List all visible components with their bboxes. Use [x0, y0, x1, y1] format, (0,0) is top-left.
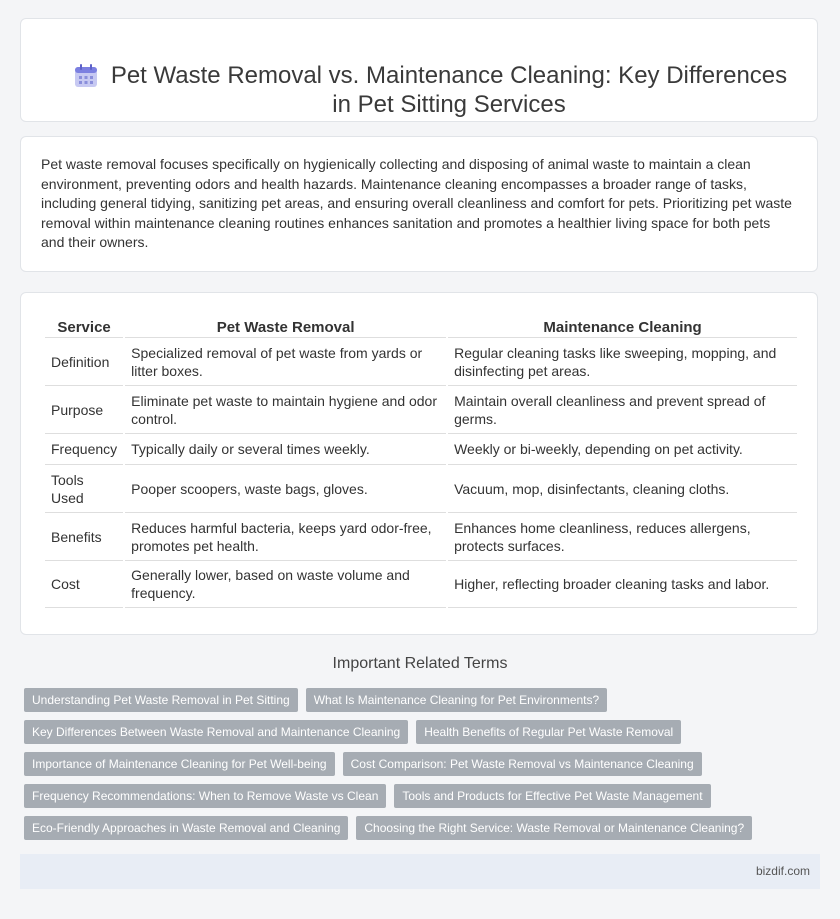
cell-maintenance: Enhances home cleanliness, reduces allergens, protects surfaces. — [448, 512, 797, 560]
intro-paragraph: Pet waste removal focuses specifically on hygienically collecting and disposing of animal waste to maintain a clean environment, preventing odors and health hazards. Maintenance cleaning encompasses a broader range of tasks, including general tidying, sanitizing pet areas, and ensuring overall cleanliness and comfort for pets. Prioritizing pet waste removal within maintenance cleaning routines enhances sanitation and promotes a healthier living space for both pets and their owners. — [41, 156, 792, 250]
row-label: Frequency — [45, 433, 123, 464]
cell-waste: Reduces harmful bacteria, keeps yard odor-free, promotes pet health. — [125, 512, 446, 560]
related-term-link[interactable]: Cost Comparison: Pet Waste Removal vs Maintenance Cleaning — [343, 752, 702, 776]
table-row — [45, 337, 797, 385]
related-term-link[interactable]: Key Differences Between Waste Removal and Maintenance Cleaning — [24, 720, 408, 744]
row-label: Cost — [45, 560, 123, 608]
header-pet-waste-removal: Pet Waste Removal — [216, 318, 355, 336]
cell-waste: Pooper scoopers, waste bags, gloves. — [125, 464, 446, 512]
row-label: Benefits — [45, 512, 123, 560]
calendar-icon — [73, 63, 99, 89]
cell-maintenance: Higher, reflecting broader cleaning tasks and labor. — [448, 560, 797, 608]
related-term-link[interactable]: Choosing the Right Service: Waste Removal or Maintenance Cleaning? — [356, 816, 752, 840]
related-term-link[interactable]: Eco-Friendly Approaches in Waste Removal and Cleaning — [24, 816, 348, 840]
header-service: Service — [57, 318, 111, 336]
comparison-card — [20, 292, 818, 635]
table-row — [45, 512, 797, 560]
table-row — [45, 385, 797, 433]
cell-maintenance: Vacuum, mop, disinfectants, cleaning cloths. — [448, 464, 797, 512]
table-row — [45, 464, 797, 512]
footer — [20, 854, 820, 889]
related-term-link[interactable]: What Is Maintenance Cleaning for Pet Environments? — [306, 688, 607, 712]
table-header-row — [45, 317, 797, 337]
row-label: Purpose — [45, 385, 123, 433]
related-term-link[interactable]: Importance of Maintenance Cleaning for Pet Well-being — [24, 752, 335, 776]
cell-maintenance: Maintain overall cleanliness and prevent spread of germs. — [448, 385, 797, 433]
related-term-link[interactable]: Health Benefits of Regular Pet Waste Removal — [416, 720, 681, 744]
cell-waste: Typically daily or several times weekly. — [125, 433, 446, 464]
cell-waste: Eliminate pet waste to maintain hygiene and odor control. — [125, 385, 446, 433]
page-title: Pet Waste Removal vs. Maintenance Cleaning: Key Differences in Pet Sitting Services — [110, 62, 788, 118]
cell-waste: Specialized removal of pet waste from yards or litter boxes. — [125, 337, 446, 385]
table-row — [45, 560, 797, 608]
related-term-link[interactable]: Tools and Products for Effective Pet Waste Management — [394, 784, 710, 808]
cell-maintenance: Weekly or bi-weekly, depending on pet activity. — [448, 433, 797, 464]
related-terms-list — [24, 688, 824, 848]
header-maintenance-cleaning: Maintenance Cleaning — [543, 318, 702, 336]
cell-waste: Generally lower, based on waste volume and frequency. — [125, 560, 446, 608]
related-terms-heading: Important Related Terms — [332, 655, 508, 672]
intro-card — [20, 136, 818, 272]
row-label: Tools Used — [45, 464, 123, 512]
title-card — [20, 18, 818, 122]
cell-maintenance: Regular cleaning tasks like sweeping, mopping, and disinfecting pet areas. — [448, 337, 797, 385]
related-term-link[interactable]: Understanding Pet Waste Removal in Pet Sitting — [24, 688, 298, 712]
row-label: Definition — [45, 337, 123, 385]
comparison-table — [43, 317, 799, 608]
table-row — [45, 433, 797, 464]
footer-site-link[interactable]: bizdif.com — [755, 864, 810, 878]
related-term-link[interactable]: Frequency Recommendations: When to Remove Waste vs Clean — [24, 784, 386, 808]
